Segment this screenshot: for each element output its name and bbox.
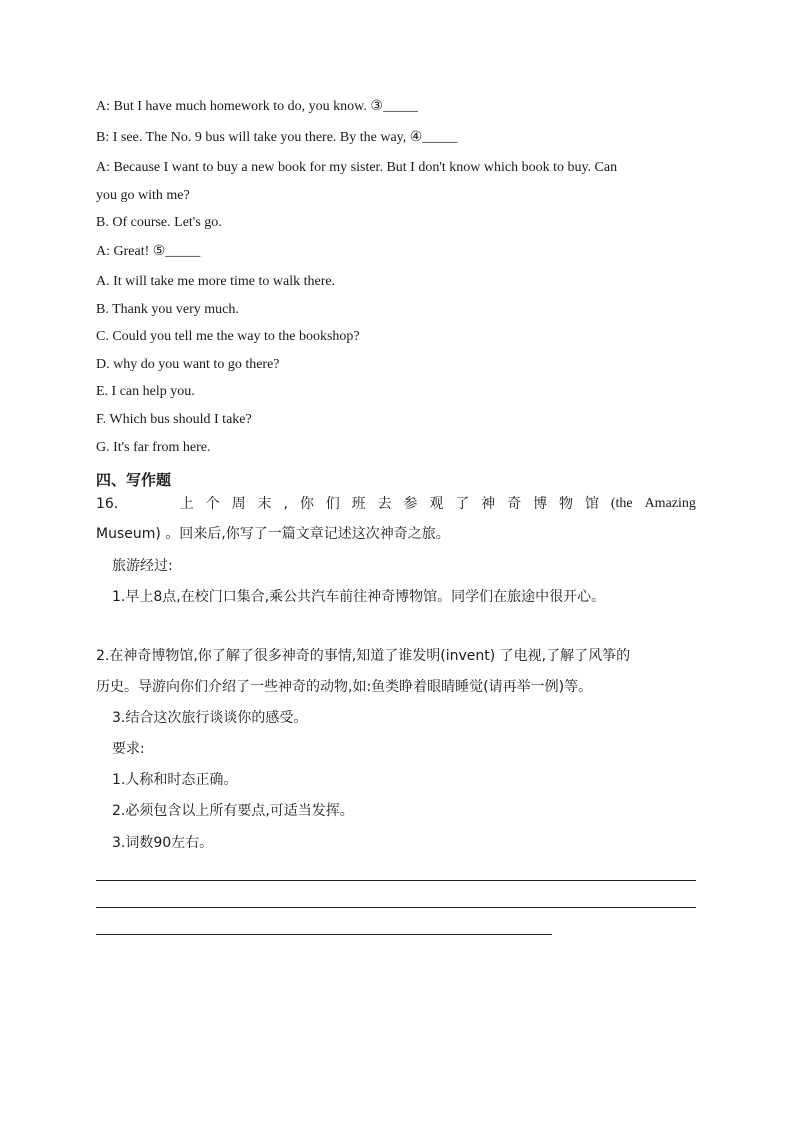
prompt-char: 博 xyxy=(533,496,548,512)
prompt-char: 上 xyxy=(179,496,194,512)
prompt-char: 末 xyxy=(257,496,272,512)
answer-line[interactable] xyxy=(96,907,696,908)
option-c: C. Could you tell me the way to the bookshop? xyxy=(96,329,360,344)
dialogue-line-a3: A: Great! ⑤_____ xyxy=(96,244,201,259)
prompt-char: 馆 xyxy=(584,496,599,512)
prompt-char: 奇 xyxy=(507,496,522,512)
dialogue-line-a1: A: But I have much homework to do, you know. ③_____ xyxy=(96,99,418,114)
section-heading: 四、写作题 xyxy=(96,471,172,489)
prompt-char: Amazing xyxy=(644,496,696,511)
prompt-char: 物 xyxy=(559,496,574,512)
prompt-char: 你 xyxy=(299,496,314,512)
point-3: 3.结合这次旅行谈谈你的感受。 xyxy=(112,710,308,726)
option-a: A. It will take me more time to walk there. xyxy=(96,274,336,289)
question-number: 16． xyxy=(96,496,128,512)
answer-line[interactable] xyxy=(96,934,552,935)
requirement-1: 1.人称和时态正确。 xyxy=(112,772,238,788)
option-e: E. I can help you. xyxy=(96,384,195,399)
prompt-char: 了 xyxy=(455,496,470,512)
prompt-char: 去 xyxy=(377,496,392,512)
answer-line[interactable] xyxy=(96,880,696,881)
requirements-label: 要求: xyxy=(112,741,145,757)
requirement-2: 2.必须包含以上所有要点,可适当发挥。 xyxy=(112,803,354,819)
option-f: F. Which bus should I take? xyxy=(96,412,252,427)
prompt-char: 观 xyxy=(429,496,444,512)
dialogue-line-b1: B: I see. The No. 9 bus will take you there. By the way, ④_____ xyxy=(96,130,458,145)
prompt-char: 班 xyxy=(351,496,366,512)
prompt-char: , xyxy=(283,496,288,512)
dialogue-line-a2: A: Because I want to buy a new book for my sister. But I don't know which book to buy. Can xyxy=(96,160,618,175)
dialogue-line-b2: B. Of course. Let's go. xyxy=(96,215,222,230)
point-2-line2: 历史。导游向你们介绍了一些神奇的动物,如:鱼类睁着眼睛睡觉(请再举一例)等。 xyxy=(96,679,593,695)
point-1: 1.早上8点,在校门口集合,乘公共汽车前往神奇博物馆。同学们在旅途中很开心。 xyxy=(112,589,606,605)
dialogue-line-a2-cont: you go with me? xyxy=(96,188,190,203)
question-prompt-line1 xyxy=(96,494,696,514)
prompt-char: 个 xyxy=(205,496,220,512)
requirement-3: 3.词数90左右。 xyxy=(112,835,214,851)
option-g: G. It's far from here. xyxy=(96,440,211,455)
question-prompt-line2: Museum) 。回来后,你写了一篇文章记述这次神奇之旅。 xyxy=(96,526,450,542)
option-b: B. Thank you very much. xyxy=(96,302,239,317)
option-d: D. why do you want to go there? xyxy=(96,357,280,372)
prompt-char: 参 xyxy=(403,496,418,512)
prompt-char: 们 xyxy=(325,496,340,512)
prompt-char: 周 xyxy=(231,496,246,512)
prompt-char: (the xyxy=(610,496,633,511)
prompt-char: 神 xyxy=(481,496,496,512)
travel-label: 旅游经过: xyxy=(112,558,173,574)
point-2-line1: 2.在神奇博物馆,你了解了很多神奇的事情,知道了谁发明(invent) 了电视,了解了风筝的 xyxy=(96,648,631,664)
